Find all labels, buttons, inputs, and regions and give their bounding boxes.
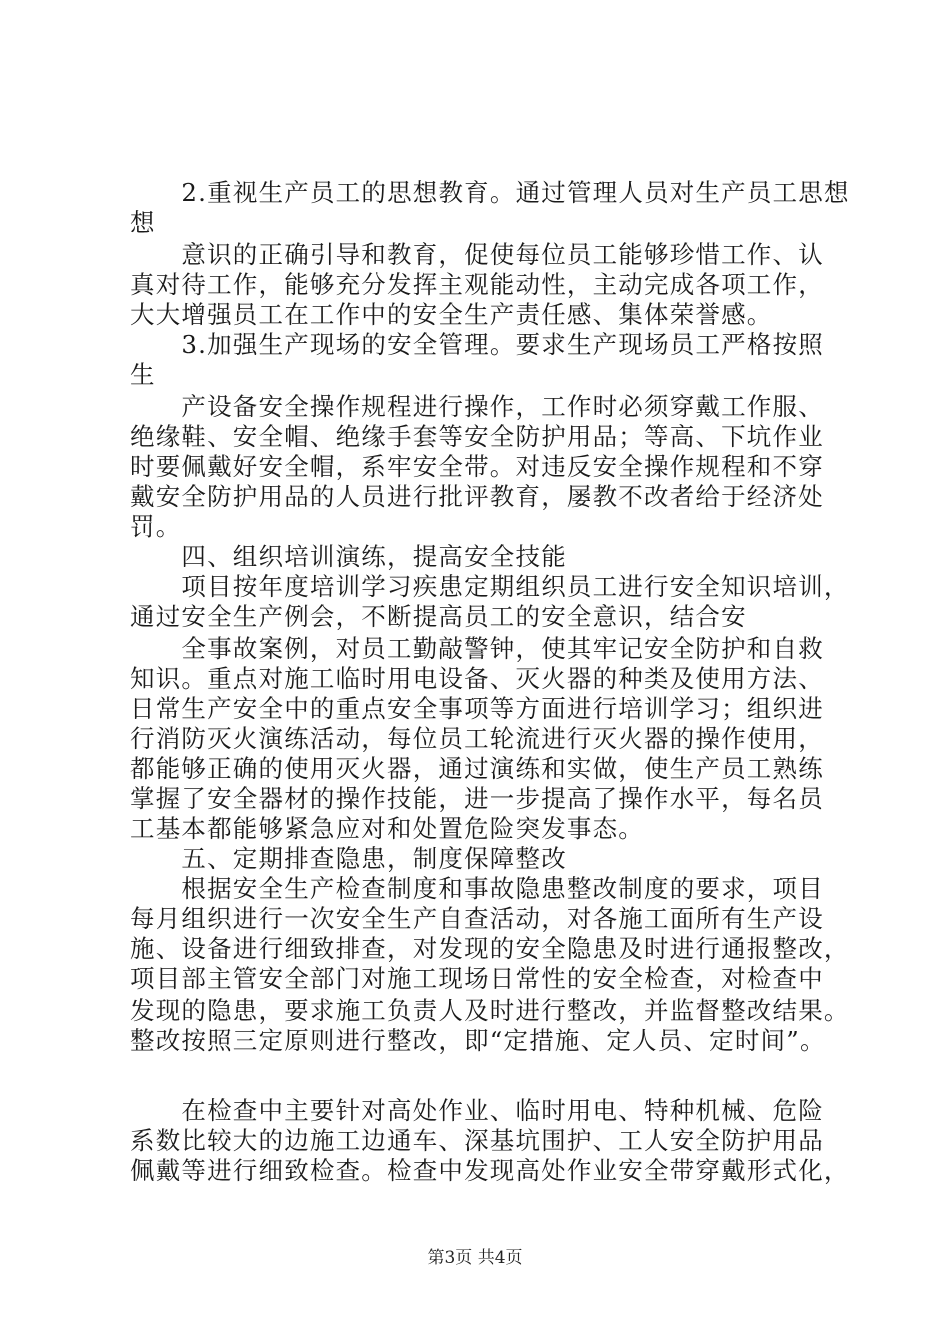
text-line: 时要佩戴好安全帽，系牢安全带。对违反安全操作规程和不穿 [130, 452, 824, 481]
text-line: 行消防灭火演练活动，每位员工轮流进行灭火器的操作使用， [130, 724, 824, 753]
section-heading: 四、组织培训演练，提高安全技能 [130, 542, 567, 571]
text-line: 罚。 [130, 512, 182, 541]
text-line: 每月组织进行一次安全生产自查活动，对各施工面所有生产设 [130, 904, 824, 933]
text-line: 大大增强员工在工作中的安全生产责任感、集体荣誉感。 [130, 300, 773, 329]
text-line: 系数比较大的边施工边通车、深基坑围护、工人安全防护用品 [130, 1126, 824, 1155]
text-line: 在检查中主要针对高处作业、临时用电、特种机械、危险 [130, 1096, 824, 1125]
text-line: 产设备安全操作规程进行操作，工作时必须穿戴工作服、 [130, 392, 824, 421]
text-line: 发现的隐患，要求施工负责人及时进行整改，并监督整改结果。 [130, 996, 850, 1025]
text-line: 都能够正确的使用灭火器，通过演练和实做，使生产员工熟练 [130, 754, 824, 783]
text-line: 项目部主管安全部门对施工现场日常性的安全检查，对检查中 [130, 964, 824, 993]
text-line: 3.加强生产现场的安全管理。要求生产现场员工严格按照 [130, 330, 824, 359]
text-line: 想 [130, 208, 156, 237]
text-line: 知识。重点对施工临时用电设备、灭火器的种类及使用方法、 [130, 664, 824, 693]
section-heading: 五、定期排查隐患，制度保障整改 [130, 844, 567, 873]
text-line: 日常生产安全中的重点安全事项等方面进行培训学习；组织进 [130, 694, 824, 723]
text-line: 通过安全生产例会，不断提高员工的安全意识，结合安 [130, 602, 747, 631]
text-line: 戴安全防护用品的人员进行批评教育，屡教不改者给于经济处 [130, 482, 824, 511]
text-line: 佩戴等进行细致检查。检查中发现高处作业安全带穿戴形式化， [130, 1156, 850, 1185]
text-line: 全事故案例，对员工勤敲警钟，使其牢记安全防护和自救 [130, 634, 824, 663]
text-line: 真对待工作，能够充分发挥主观能动性，主动完成各项工作， [130, 270, 824, 299]
text-line: 根据安全生产检查制度和事故隐患整改制度的要求，项目 [130, 874, 824, 903]
text-line: 意识的正确引导和教育，促使每位员工能够珍惜工作、认 [130, 240, 824, 269]
text-line: 生 [130, 360, 156, 389]
page-number-footer: 第3页 共4页 [427, 1248, 523, 1268]
text-line: 2.重视生产员工的思想教育。通过管理人员对生产员工思想 [130, 178, 850, 207]
text-line: 施、设备进行细致排查，对发现的安全隐患及时进行通报整改， [130, 934, 850, 963]
text-line: 整改按照三定原则进行整改，即“定措施、定人员、定时间”。 [130, 1026, 826, 1055]
text-line: 绝缘鞋、安全帽、绝缘手套等安全防护用品；等高、下坑作业 [130, 422, 824, 451]
text-line: 项目按年度培训学习疾患定期组织员工进行安全知识培训， [130, 572, 850, 601]
text-line: 掌握了安全器材的操作技能，进一步提高了操作水平，每名员 [130, 784, 824, 813]
text-line: 工基本都能够紧急应对和处置危险突发事态。 [130, 814, 644, 843]
